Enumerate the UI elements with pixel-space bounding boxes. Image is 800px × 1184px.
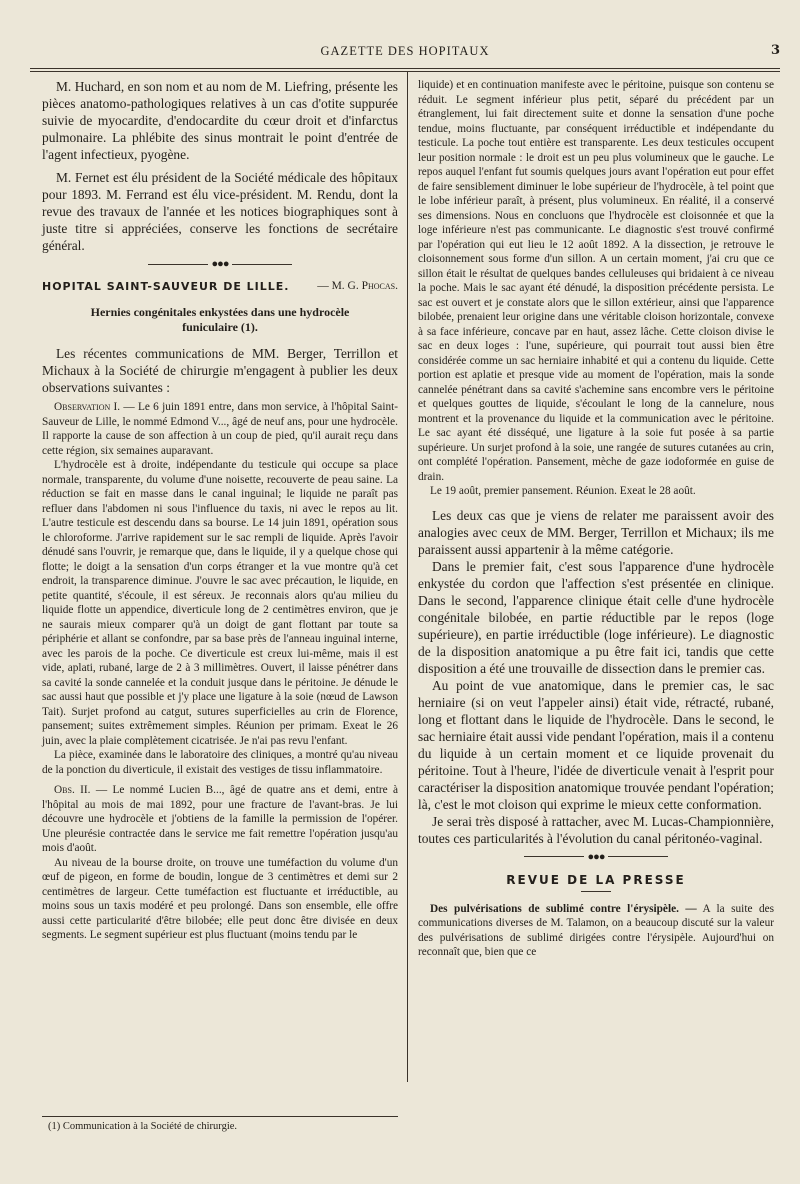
fernet-paragraph: M. Fernet est élu président de la Société médicale des hôpitaux pour 1893. M. Ferrand est élu vice-président. M. Rendu, dont la revue des travaux de l'année et les notices biographiques sont à juste titre si appréciées, conserve les fonctions de secrétaire général. bbox=[42, 170, 398, 253]
page-header bbox=[30, 38, 780, 66]
observation-1-pathology: La pièce, examinée dans le laboratoire des cliniques, a montré qu'au niveau de la ponction du diverticule, il existait des vestiges de tissu inflammatoire. bbox=[42, 749, 398, 776]
discussion-paragraph-1: Les deux cas que je viens de relater me paraissent avoir des analogies avec ceux de MM. Berger, Terrillon et Michaux; ils me paraissent aussi appartenir à la même catégorie. bbox=[418, 507, 774, 557]
discussion-paragraph-4: Je serai très disposé à rattacher, avec M. Lucas-Championnière, toutes ces particularités à l'évolution du canal péritonéo-vaginal. bbox=[418, 813, 774, 846]
footnote: (1) Communication à la Société de chirurgie. bbox=[48, 1121, 238, 1132]
header-rule-top bbox=[30, 68, 780, 69]
column-separator bbox=[407, 72, 408, 1082]
huchard-paragraph: M. Huchard, en son nom et au nom de M. Liefring, présente les pièces anatomo-pathologiques relatives à un cas d'otite suppurée suivie de myocardite, d'endocardite du cœur droit et d'infarctus pulmonaire. La phlébite des sinus montrait le point d'entrée de l'agent infectieux, pyogène. bbox=[42, 79, 398, 162]
observation-2 bbox=[42, 783, 398, 856]
observation-2-text: — Le nommé Lucien B..., âgé de quatre ans et demi, entre à l'hôpital au mois de mai 1892, pour une fracture de l'avant-bras. Je lui découvre une hydrocèle et j'obtiens de la famille la permission de l'opérer. Une pleurésie contractée dans le service me fait remettre l'opération jusqu'au mois d'août. bbox=[42, 784, 398, 854]
observation-1-details: L'hydrocèle est à droite, indépendante du testicule qui occupe sa place normale, transparente, du volume d'une noisette, recouverte de peau saine. La réduction se fait en masse dans le canal inguinal; le liquide ne paraît pas refluer dans l'abdomen ni sous l'influence du taxis, ni avec le repos au lit. L'autre testicule est descendu dans sa bourse. Le 14 juin 1891, opération sous le chloroforme. J'arrive rapidement sur le sac rempli de liquide. Après l'avoir dénudé sans l'ouvrir, je remarque que, dans le liquide, il y a quelque chose qui flotte; le doigt a la sensation d'un corps étranger et la vue montre qu'à cet endroit, la transparence diminue. J'ouvre le sac avec précaution, le liquide, en petite quantité, s'écoule, il est séreux. Je reconnais alors qu'au milieu du liquide flotte un appendice, diverticule long de 2 centimètres environ, que je ne saurais mieux comparer qu'à un doigt de gant flottant par toute sa périphérie et allant se confondre, par sa base près de l'anneau inguinal interne, avec les parois de la poche. Ce diverticule est creux lui-même, mais il est vide, aplati, rubané, large de 2 à 3 millimètres. Ouvert, il laisse pénétrer dans sa cavité la sonde cannelée et la conduit jusque dans le péritoine. Je dénude le sac aussi haut que possible et j'y place une ligature à la soie (nœud de Lawson Tait). Surjet profond au catgut, sutures superficielles au crin de Florence, pansement; suites extrêmement simples. Réunion per primam. Exeat le 26 juin, avec la plaie complètement cicatrisée. Je n'ai pas revu l'enfant. bbox=[42, 459, 398, 747]
ornament-divider-right: ●●● bbox=[418, 852, 774, 863]
running-title: GAZETTE DES HOPITAUX bbox=[320, 44, 490, 58]
article-intro: Les récentes communications de MM. Berger, Terrillon et Michaux à la Société de chirurgie m'engagent à publier les deux observations suivantes : bbox=[42, 346, 398, 395]
press-item bbox=[418, 902, 774, 960]
discussion-paragraph-2: Dans le premier fait, c'est sous l'apparence d'une hydrocèle enkystée du cordon que l'affection s'est présentée en clinique. Dans le second, l'apparence clinique était celle d'une hydrocèle congénitale bilobée, en partie réductible par le repos (loge supérieure), en partie irréductible (loge inférieure). Le diagnostic de la disposition anatomique a pu être fait ici, tandis que cette disposition a été une trouvaille de dissection dans le premier cas. bbox=[418, 558, 774, 676]
observation-1 bbox=[42, 400, 398, 458]
page-number: 3 bbox=[770, 43, 780, 58]
observation-1-text: — Le 6 juin 1891 entre, dans mon service, à l'hôpital Saint-Sauveur de Lille, le nommé Edmond V..., âgé de neuf ans, pour une hydrocèle. Il rapporte la cause de son affection à un coup de pied, qu'il aurait reçu dans cette région, six semaines auparavant. bbox=[42, 401, 399, 457]
right-column bbox=[418, 78, 774, 960]
press-title-rule bbox=[581, 891, 611, 892]
press-item-heading: Des pulvérisations de sublimé contre l'érysipèle. — bbox=[430, 902, 697, 915]
exeat-line: Le 19 août, premier pansement. Réunion. Exeat le 28 août. bbox=[430, 485, 696, 497]
article-title: Hernies congénitales enkystées dans une hydrocèle funiculaire (1). bbox=[90, 305, 350, 334]
observation-2-label: Obs. II. bbox=[54, 784, 91, 796]
header-rule-bottom bbox=[30, 71, 780, 72]
observation-1-label: Observation I. bbox=[54, 401, 121, 413]
observation-2-details: Au niveau de la bourse droite, on trouve une tuméfaction du volume d'un œuf de pigeon, en forme de boudin, longue de 3 centimètres et demi sur 2 centimètres de largeur. Cette tuméfaction est fluctuante et irréductible, au moins sous un taxis modéré et peu prolongé. Dans son ensemble, elle offre aussi cette particularité d'être bilobée; elle peut donc être divisée en deux segments. Le segment supérieur est plus fluctuant (moins tendu par le bbox=[42, 856, 398, 941]
section-author: — M. G. Phocas. bbox=[317, 280, 398, 292]
left-column bbox=[42, 78, 398, 943]
footnote-rule bbox=[42, 1116, 398, 1117]
section-title: HOPITAL SAINT-SAUVEUR DE LILLE. bbox=[42, 280, 290, 293]
ornament-divider: ●●● bbox=[42, 259, 398, 270]
observation-2-continued: liquide) et en continuation manifeste avec le péritoine, puisque son contenu se réduit. Le segment inférieur plus petit, séparé du précédent par un étranglement, lui fait directement suite et donne la sensation d'une poche tendue, moins fluctuante, par conséquent irréductible et indépendante du testicule. La poche tout entière est transparente. Les deux testicules occupent leur position normale : le droit est un peu plus volumineux que le gauche. Le repos auquel l'enfant fut soumis quelques jours avant l'opération eut pour effet de faire sensiblement diminuer le lobe supérieur de l'hydrocèle, à tel point que le lobe inférieur paraît, à présent, plus volumineux. En réalité, il a conservé ses dimensions. Nous en concluons que l'hydrocèle est cloisonnée et que la loge inférieure n'est pas communicante. Le diagnostic s'est trouvé confirmé par l'opération qui eut lieu le 12 août 1892. A la dissection, je retrouve le cloisonnement sous forme d'un sillon. A un certain moment, j'ai cru que ce sillon était le résultat de quelques bandes celluleuses qui bridaient à ce niveau la poche. Mais le sac ayant été dénudé, la disposition précédente persista. Le sac est ouvert et je constate alors que le sillon extérieur, ainsi que l'apparence bilobée, prenaient leur origine dans une véritable cloison horizontale, convexe à sa face inférieure, concave par en haut, assez lâche. Cette cloison divise le sac en deux loges : l'une, supérieure, qui pourrait tout aussi bien être considérée comme un sac herniaire inhabité et qui a contenu du liquide. Cette portion est aplatie et presque vide au moment de l'opération, mais la sonde cannelée pénétrant dans sa cavité s'achemine sans encombre vers le péritoine et quelques gouttes de liquide, s'écoulant le long de la cannelure, nous montrent et la provenance du liquide et la communication avec le péritoine. Le sac ayant été disséqué, une ligature à la soie fut posée à sa partie supérieure. Un surjet profond à la soie, une rangée de sutures cutanées au crin, ont complété l'opération. Pansement, mèche de gaze iodoformée en guise de drain. bbox=[418, 79, 774, 483]
press-item-text: A la suite des communications diverses de M. Talamon, on a beaucoup discuté sur la valeur des pulvérisations de sublimé dirigées contre l'érysipèle. Aujourd'hui on reconnaît que, bien que ce bbox=[418, 902, 774, 958]
discussion-paragraph-3: Au point de vue anatomique, dans le premier cas, le sac herniaire (si on veut l'appeler ainsi) était vide, rétracté, rubané, long et flottant dans le liquide de l'hydrocèle. Dans le second, le sac herniaire était aussi vide pendant l'opération, mais il a contenu du liquide à un certain moment et ce liquide provenait du péritoine. Tout à l'heure, l'idée de diverticule venait à l'esprit pour caractériser la disposition anatomique trouvée pendant l'opération; là, c'est le mot cloison qui exprime le mieux cette conformation. bbox=[418, 677, 774, 812]
press-review-title: REVUE DE LA PRESSE bbox=[506, 872, 686, 887]
section-heading bbox=[42, 280, 398, 293]
